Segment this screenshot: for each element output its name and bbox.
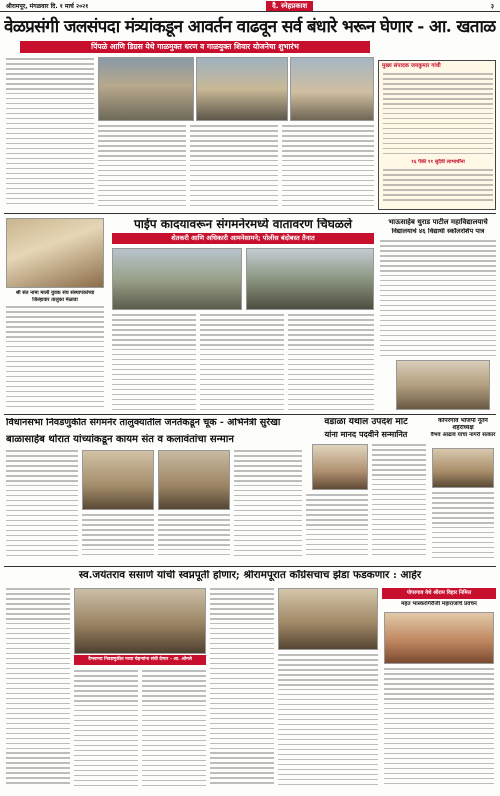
story11-text — [384, 668, 494, 792]
section-divider-3 — [4, 566, 496, 567]
story11-photo — [384, 612, 494, 664]
story4-photo — [6, 218, 104, 288]
story4-sub: जिल्हावार तालुका मेळावा — [32, 297, 78, 303]
story6-col-1 — [6, 450, 78, 562]
story4-headline: श्री संत नामा माली युवक संघ संस्थापकांच्या — [15, 290, 95, 296]
lead-column-2 — [98, 125, 186, 210]
side-box-text — [383, 73, 493, 159]
lead-headline: वेळप्रसंगी जलसंपदा मंत्र्यांकडून आवर्तन वाढवून सर्व बंधारे भरून घेणार - आ. खताळ — [4, 17, 496, 37]
story10-photo — [74, 588, 206, 654]
story7-headline: वडाळा येथील उपदेश मोटे — [324, 418, 408, 427]
story7-col-2 — [306, 494, 368, 562]
story11-headline: पोपरगाव येथे श्रीराम विहार निमित्त — [382, 588, 496, 599]
side-box-sub: १६ पैकी ११ सुदैवी लाभार्थींना — [411, 159, 465, 165]
lead-column-3 — [190, 125, 278, 210]
story5-headline: विधानसभा निवडणुकीत संगमनेर तालुक्यातील जनतेकडून चूक - अभिनेत्री सुरेखा — [6, 418, 281, 428]
section-divider-2 — [4, 414, 496, 415]
story8-photo — [432, 448, 494, 488]
story6-col-3 — [158, 514, 230, 562]
story7-sub: यांना मानद पदवीने सन्मानित — [324, 430, 408, 439]
story3-text — [380, 240, 496, 358]
section-divider — [4, 213, 496, 214]
lead-photo-1 — [98, 57, 194, 121]
story10-caption: वैभवण्या निवडणुकीत नव्या चेहऱ्यांना संधी देणार - आ. ओगले — [74, 655, 206, 665]
story6-photo-1 — [82, 450, 154, 510]
lead-column-4 — [282, 125, 374, 210]
story2-photo-1 — [112, 248, 242, 310]
story10-col-1 — [74, 670, 138, 792]
story6-col-2 — [82, 514, 154, 562]
story7-col-1 — [372, 444, 426, 562]
side-box — [378, 60, 496, 210]
story7-photo — [312, 444, 368, 490]
date-line: श्रीरामपूर, मंगळवार दि. १ मार्च २०२१ — [6, 2, 89, 10]
story8-headline: कोपरगाव भाजपा नूतन शहराध्यक्ष — [438, 418, 488, 431]
story3-headline: भाऊसाहेब थुराड पाटील महाविद्यालयाचे — [388, 218, 488, 226]
side-box-text-2 — [383, 169, 493, 207]
story8-text — [432, 492, 494, 562]
side-box-title: मुख्य संपादक जयकुमार गांधी — [382, 63, 441, 69]
masthead-strip — [0, 0, 500, 12]
story4-text — [6, 306, 104, 412]
page-number: ३ — [490, 2, 494, 10]
story6-headline: बाळासाहेब थोरात यांच्यांकडून कायम संत व कलावंतांचा सन्मान — [6, 434, 234, 445]
story9-col-1 — [6, 588, 70, 792]
lead-subhead: पिंपळे आणि डिग्रस येथे गाळमुक्त धरण व गाळयुक्त शिवार योजनेचा शुभारंभ — [20, 41, 370, 53]
story2-subhead: शेतकरी आणि अधिकारी आमनेसामने; पोलीस बंदोबस्त तैनात — [112, 233, 374, 244]
paper-name: दै. स्नेहप्रकाश — [266, 1, 313, 11]
story2-photo-2 — [246, 248, 374, 310]
lead-photo-3 — [290, 57, 374, 121]
story9-col-3 — [278, 654, 378, 792]
story3-photo — [396, 360, 490, 410]
lead-photo-2 — [196, 57, 288, 121]
story3-sub: विद्यालयाचे ४६ विद्यार्थी स्कॉलरशिप पात्र — [391, 228, 485, 235]
story9-col-2 — [210, 588, 274, 792]
story8-sub: वैभव आढाव यांचा नागरी सत्कार — [430, 432, 496, 438]
story2-col-2 — [200, 314, 284, 412]
story11-sub: महंत भास्करगिरीजी महाराजांचे प्रवचन — [401, 601, 477, 607]
lead-column-1 — [6, 58, 94, 210]
story9-photo — [278, 588, 378, 650]
story6-col-4 — [234, 450, 302, 562]
story9-headline: स्व.जयंतराव ससाणे यांची स्वप्नपूर्ती होणार; श्रीरामपूरात काँग्रेसचाच झेंडा फडकणार : आहेर — [78, 570, 422, 581]
story2-col-1 — [112, 314, 196, 412]
story2-headline: पाईप कादयावरून संगमनेरमध्ये वातावरण चिघळले — [133, 218, 353, 231]
story2-col-3 — [288, 314, 374, 412]
story6-photo-2 — [158, 450, 230, 510]
story10-col-2 — [142, 670, 206, 792]
